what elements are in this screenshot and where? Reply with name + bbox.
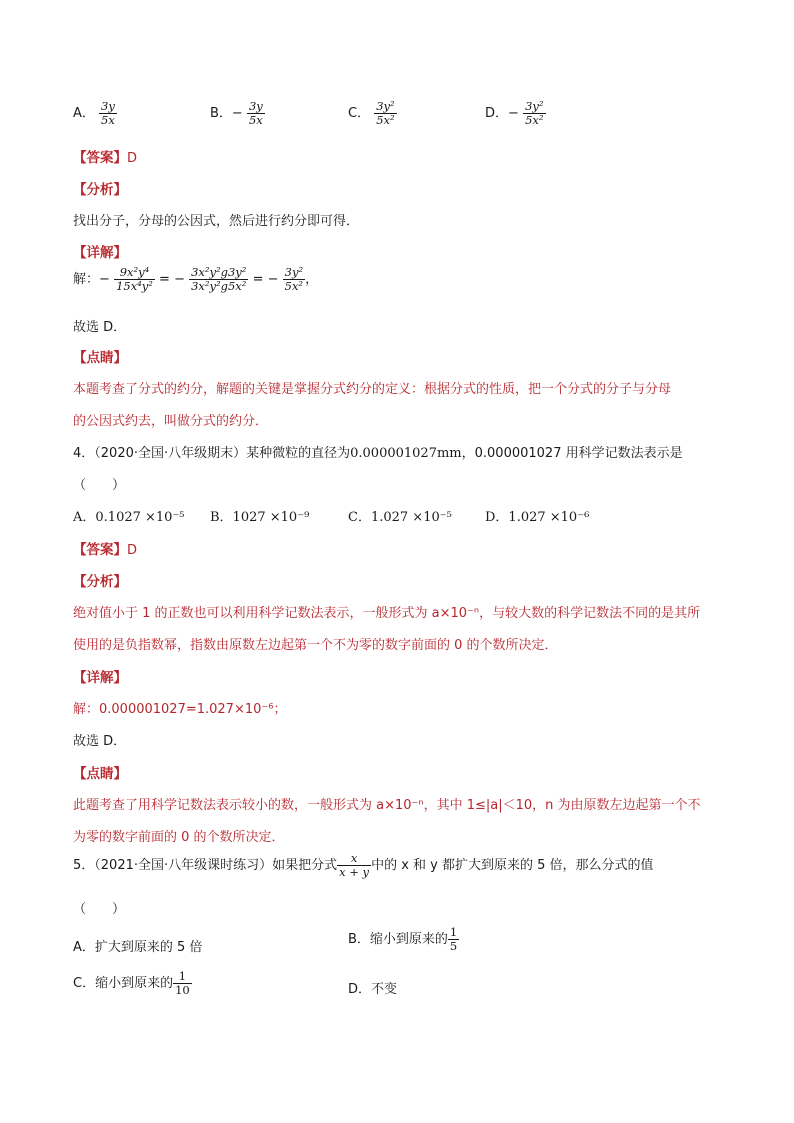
q4-answer: 【答案】D	[73, 542, 138, 558]
q3-analysis-text: 找出分子，分母的公因式，然后进行约分即可得．	[73, 214, 360, 229]
fraction: $\frac{\text{3x²y²g3y²}}{\text{3x²y²g5x²}}$	[191, 265, 247, 293]
option-label: A．	[73, 106, 95, 121]
q5-option-b: B．缩小到原来的 $\frac{1}{5}$	[348, 925, 458, 953]
q3-detail-equation: 解：− $\frac{\text{9x²y⁴}}{\text{15x⁴y²}}$ = − $\frac{\text{3x²y²g3y²}}{\text{3x²y²g5x²}}$ = − $\frac{\text{3y²}}{\text{5x²}}$ ，	[73, 265, 319, 293]
minus-sign: −	[231, 106, 243, 121]
option-label: C．	[348, 106, 371, 121]
fraction: $\frac{1}{10}$	[175, 969, 190, 997]
q5-option-d: D．不变	[348, 982, 398, 997]
q3-comment-tag: 【点睛】	[73, 350, 127, 366]
q4-detail-tag: 【详解】	[73, 670, 127, 686]
fraction: $\frac{\text{9x²y⁴}}{\text{15x⁴y²}}$	[116, 265, 153, 293]
q4-comment-tag: 【点睛】	[73, 766, 127, 782]
q5-bracket: （ ）	[73, 902, 126, 917]
q4-option-b: B．1027 ×10⁻⁹	[210, 510, 310, 525]
q4-analysis-tag: 【分析】	[73, 574, 127, 590]
q4-option-c: C．1.027 ×10⁻⁵	[348, 510, 452, 525]
fraction: $\frac{\text{3y²}}{\text{5x²}}$	[525, 99, 544, 127]
q5-stem: 5．（2021·全国·八年级课时练习）如果把分式 $\frac{x}{x + y}$ 中的 x 和 y 都扩大到原来的 5 倍，那么分式的值	[73, 851, 654, 879]
q4-option-a: A．0.1027 ×10⁻⁵	[73, 510, 185, 525]
fraction: $\frac{\text{3y²}}{\text{5x²}}$	[376, 99, 395, 127]
q4-analysis-line-1: 绝对值小于 1 的正数也可以利用科学记数法表示，一般形式为 a×10⁻ⁿ，与较大数的科学记数法不同的是其所	[73, 606, 701, 621]
q3-option-a	[73, 100, 117, 127]
q5-option-c: C．缩小到原来的 $\frac{1}{10}$	[73, 969, 190, 997]
q3-option-d	[485, 100, 546, 127]
fraction: $\frac{x}{x + y}$	[339, 851, 370, 879]
q3-answer: 【答案】D	[73, 150, 138, 166]
q4-bracket: （ ）	[73, 478, 126, 493]
q5-option-a: A．扩大到原来的 5 倍	[73, 940, 203, 955]
q3-detail-tag: 【详解】	[73, 245, 127, 261]
q4-analysis-line-2: 使用的是负指数幂，指数由原数左边起第一个不为零的数字前面的 0 的个数所决定．	[73, 638, 558, 653]
minus-sign: −	[508, 106, 519, 121]
fraction: $\frac{3y}{5x}$	[248, 99, 263, 127]
q3-option-c	[348, 100, 397, 127]
q3-option-b	[210, 100, 265, 127]
fraction: $\frac{\text{3y²}}{\text{5x²}}$	[284, 265, 304, 293]
fraction: $\frac{3y}{5x}$	[101, 99, 115, 127]
q4-stem: 4．（2020·全国·八年级期末）某种微粒的直径为0.000001027mm，0.000001027 用科学记数法表示是	[73, 446, 683, 461]
option-label: B．	[210, 106, 232, 121]
q3-comment-line-1: 本题考查了分式的约分，解题的关键是掌握分式约分的定义：根据分式的性质，把一个分式的分子与分母	[73, 382, 672, 397]
q4-option-d: D．1.027 ×10⁻⁶	[485, 510, 590, 525]
q3-comment-line-2: 的公因式约去，叫做分式的约分．	[73, 414, 269, 429]
fraction: $\frac{1}{5}$	[449, 925, 458, 953]
q3-analysis-tag: 【分析】	[73, 182, 127, 198]
q4-detail-text: 解：0.000001027=1.027×10⁻⁶；	[73, 702, 287, 717]
q3-conclusion: 故选 D．	[73, 320, 127, 335]
q4-comment-line-1: 此题考查了用科学记数法表示较小的数，一般形式为 a×10⁻ⁿ，其中 1≤|a|＜10，n 为由原数左边起第一个不	[73, 798, 701, 813]
q4-conclusion: 故选 D．	[73, 734, 127, 749]
option-label: D．	[485, 106, 509, 121]
q4-comment-line-2: 为零的数字前面的 0 的个数所决定．	[73, 830, 285, 845]
